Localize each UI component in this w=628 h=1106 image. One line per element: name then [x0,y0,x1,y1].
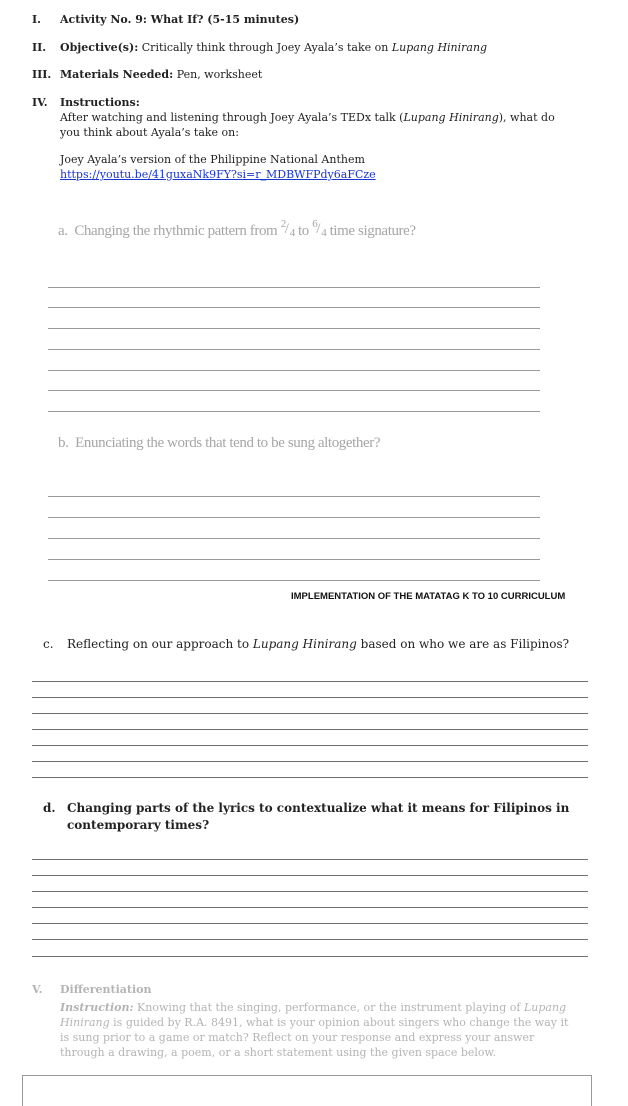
diff-line-2 [60,1015,600,1030]
question-b [58,435,380,452]
question-a [58,218,416,240]
objective-text: Critically think through Joey Ayala’s take on [141,41,392,54]
question-a-prefix: a. [58,223,68,239]
answer-line[interactable] [48,411,540,412]
answer-line[interactable] [32,875,588,876]
answer-line[interactable] [32,907,588,908]
frac-2-numerator: 6 [312,218,318,230]
frac-1-denominator: 4 [289,227,295,239]
answer-line[interactable] [48,517,540,518]
answer-line[interactable] [48,496,540,497]
anthem-video-link[interactable]: https://youtu.be/41guxaNk9FY?si=r_MDBWFPdy6aFCze [60,168,376,181]
answer-line[interactable] [32,859,588,860]
section-number-2: II. [32,41,47,54]
answer-line[interactable] [48,580,540,581]
answer-line[interactable] [48,370,540,371]
answer-line[interactable] [48,328,540,329]
question-b-text: Enunciating the words that tend to be sung altogether? [75,435,381,451]
instructions-text-1-end: ), what do [498,111,555,124]
curriculum-footer: IMPLEMENTATION OF THE MATATAG K TO 10 CURRICULUM [291,591,566,602]
answer-line[interactable] [32,761,588,762]
diff-italic-1: Lupang [523,1001,567,1014]
question-d-line-2: contemporary times? [67,818,210,832]
differentiation-title: Differentiation [60,983,152,996]
answer-line[interactable] [32,777,588,778]
answer-line[interactable] [32,729,588,730]
materials-text: Pen, worksheet [176,68,263,81]
diff-line-1 [60,1000,600,1015]
materials-line [60,68,262,81]
answer-line[interactable] [32,697,588,698]
differentiation-instruction [60,1000,600,1060]
question-c-prefix: c. [43,637,54,651]
diff-line-3: is sung prior to a game or match? Reflect on your response and express your answer [60,1031,535,1044]
question-c-text-2: based on who we are as Filipinos? [356,637,570,651]
question-a-text-2: time signature? [326,223,416,239]
diff-line-4: through a drawing, a poem, or a short statement using the given space below. [60,1046,497,1059]
diff-text-2: is guided by R.A. 8491, what is your opinion about singers who change the way it [109,1016,569,1029]
answer-line[interactable] [48,307,540,308]
anthem-version-label: Joey Ayala’s version of the Philippine National Anthem [60,153,365,166]
instructions-text-1: After watching and listening through Joey Ayala’s TEDx talk ( [60,111,404,124]
answer-line[interactable] [32,713,588,714]
question-c-italic: Lupang Hinirang [252,637,357,651]
question-b-prefix: b. [58,435,69,451]
instructions-label: Instructions: [60,96,140,109]
time-signature-2-4: 2 / 4 [280,218,295,239]
question-c [67,637,569,651]
answer-line[interactable] [48,349,540,350]
activity-title: Activity No. 9: What If? (5-15 minutes) [60,13,300,26]
answer-line[interactable] [32,891,588,892]
question-d-prefix: d. [43,801,56,815]
section-number-1: I. [32,13,41,26]
objective-label: Objective(s): [60,41,139,54]
diff-instruction-label: Instruction: [60,1001,134,1014]
time-signature-6-4: 6 / 4 [312,218,327,239]
answer-line[interactable] [32,681,588,682]
objective-italic: Lupang Hinirang [391,41,488,54]
question-a-text-1: Changing the rhythmic pattern from [74,223,281,239]
section-number-5: V. [32,983,43,996]
diff-text-1: Knowing that the singing, performance, or the instrument playing of [133,1001,524,1014]
materials-label: Materials Needed: [60,68,174,81]
section-number-4: IV. [32,96,48,109]
frac-2-denominator: 4 [321,227,327,239]
objective-line [60,41,487,54]
instructions-line-2: you think about Ayala’s take on: [60,126,239,139]
frac-1-numerator: 2 [280,218,286,230]
question-a-mid: to [294,223,313,239]
section-number-3: III. [32,68,52,81]
answer-line[interactable] [48,287,540,288]
answer-line[interactable] [48,538,540,539]
diff-italic-2: Hinirang [60,1016,110,1029]
answer-line[interactable] [32,956,588,957]
response-box[interactable] [22,1075,592,1106]
question-d-line-1: Changing parts of the lyrics to contextualize what it means for Filipinos in [67,801,570,815]
answer-line[interactable] [32,745,588,746]
answer-line[interactable] [48,390,540,391]
answer-line[interactable] [48,559,540,560]
answer-line[interactable] [32,939,588,940]
instructions-line-1 [60,111,555,124]
question-c-text-1: Reflecting on our approach to [67,637,253,651]
instructions-italic: Lupang Hinirang [403,111,499,124]
answer-line[interactable] [32,923,588,924]
